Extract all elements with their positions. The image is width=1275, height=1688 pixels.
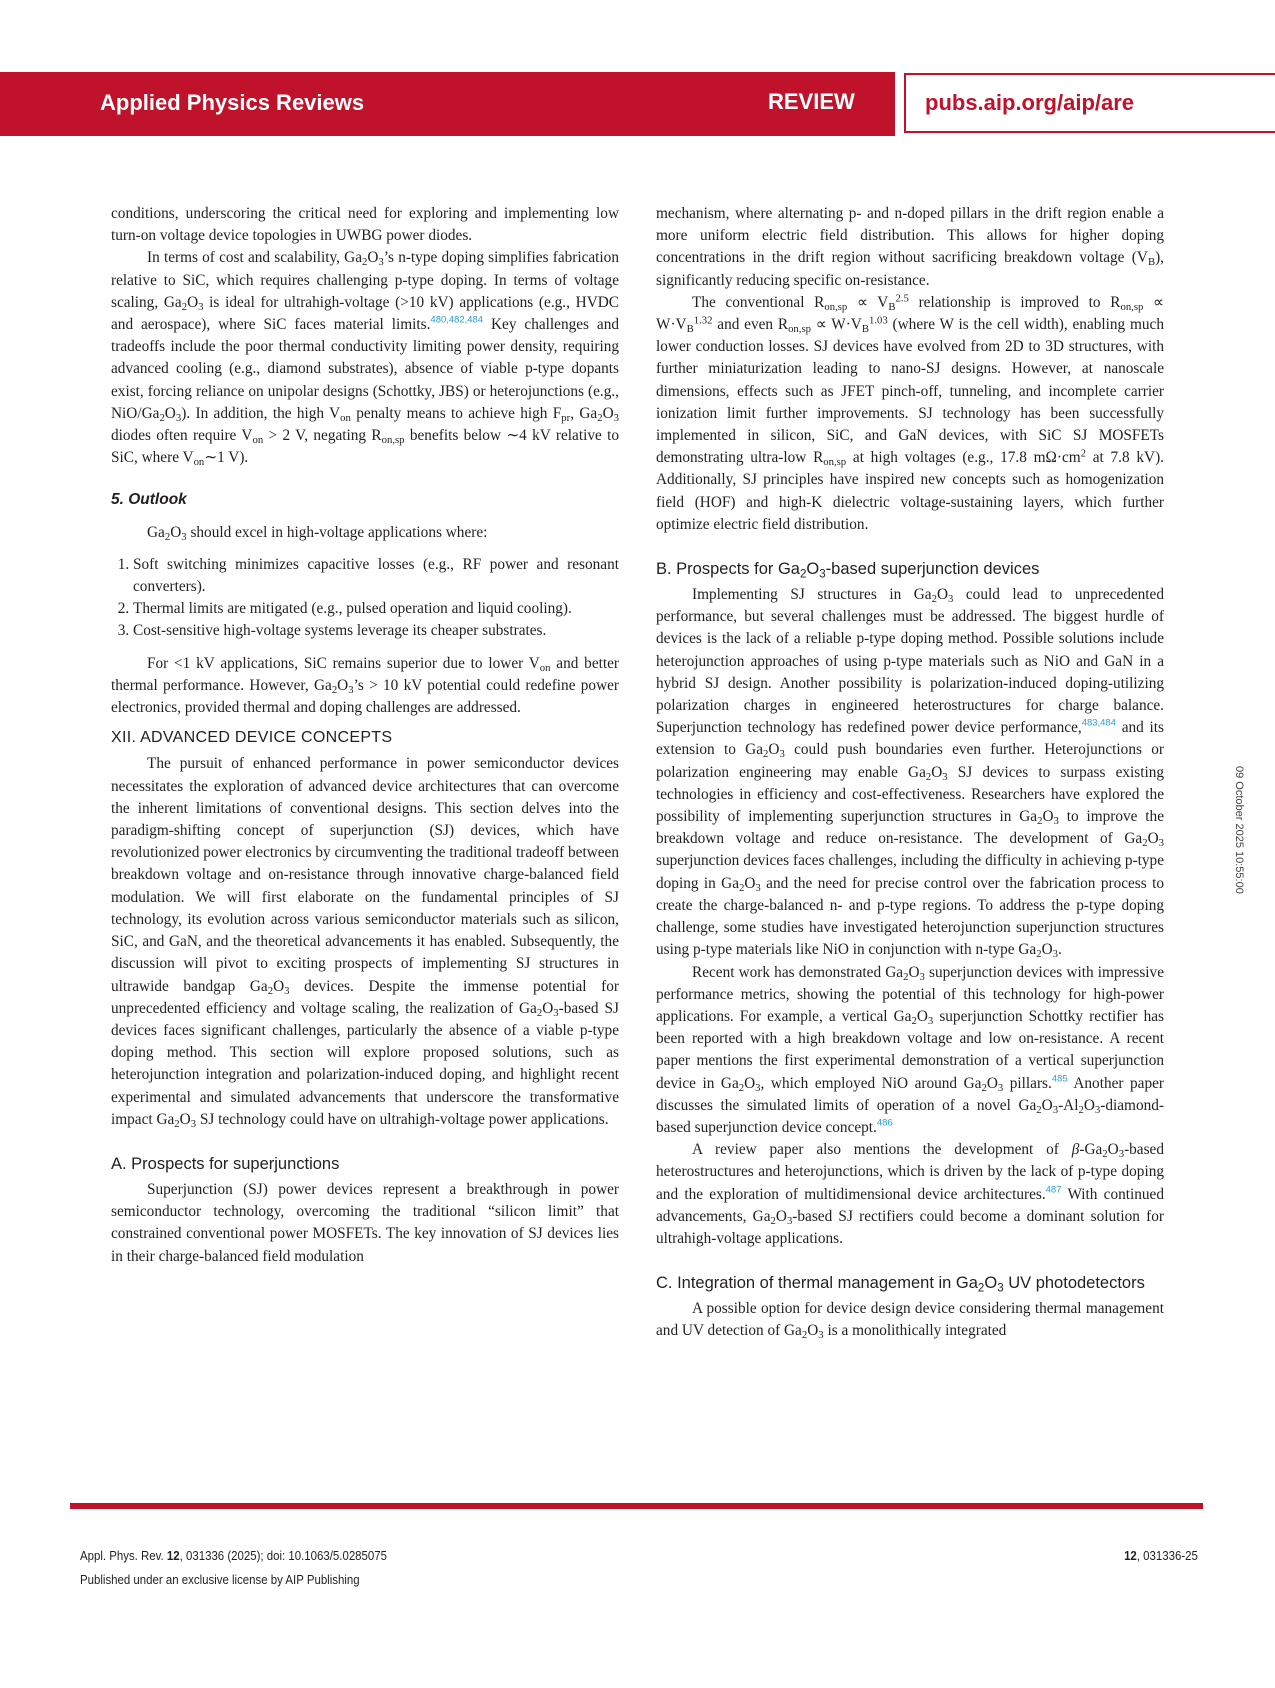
paragraph: Recent work has demonstrated $Ga_2O_3$ superjunction devices with impressive performance metrics, showing the potential of this technology for high-power applications. For example, a vertical $Ga_2O_3$ superjunction Schottky rectifier has been reported with a high breakdown voltage and low on-resistance. A recent paper mentions the first experimental demonstration of a vertical superjunction device in $Ga_2O_3$, which employed NiO around $Ga_2O_3$ pillars.$^{485}$ Another paper discusses the simulated limits of operation of a novel $Ga_2O_3-Al_2O_3-diamond$-based superjunction device concept.$^{486}$ bbox=[656, 963, 1164, 1136]
citation-link[interactable]: 487 bbox=[1045, 1183, 1062, 1195]
citation-link[interactable]: 483,484 bbox=[1081, 717, 1116, 729]
paragraph: The conventional $R_{on,sp} \propto V_B^{2.5}$ relationship is improved to $R_{on,sp} \propto W\cdot V_B^{1.32}$ and even $R_{on,sp} \propto W\cdot V_B^{1.03}$ (where W is the cell width), enabling much lower conduction losses. SJ devices have evolved from 2D to 3D structures, with further miniaturization leading to nano-SJ designs. However, at nanoscale dimensions, effects such as JFET pinch-off, tunneling, and incomplete carrier ionization limit further improvements. SJ technology has been successfully implemented in silicon, SiC, and GaN devices, with SiC SJ MOSFETs demonstrating ultra-low $R_{on,sp}$ at high voltages (e.g., 17.8 $m\Omega\cdot cm^2$ at 7.8 kV). Additionally, SJ principles have inspired new concepts such as homogenization field (HOF) and high-K dielectric voltage-sustaining layers, which further optimize electric field distribution. bbox=[656, 292, 1164, 533]
journal-title: Applied Physics Reviews bbox=[100, 90, 365, 115]
footer-license: Published under an exclusive license by AIP Publishing bbox=[80, 1572, 360, 1587]
article-type-label: REVIEW bbox=[768, 89, 855, 114]
subsection-heading-a: A. Prospects for superjunctions bbox=[111, 1154, 340, 1173]
paragraph: conditions, underscoring the critical need for exploring and implementing low turn-on voltage device topologies in UWBG power diodes. bbox=[111, 205, 619, 245]
paragraph: mechanism, where alternating p- and n-doped pillars in the drift region enable a more uniform electric field distribution. This allows for higher doping concentrations in the drift region without sacrificing breakdown voltage $(V_B)$, significantly reducing specific on-resistance. bbox=[656, 205, 1164, 289]
journal-url-link[interactable]: pubs.aip.org/aip/are bbox=[925, 90, 1135, 115]
subsection-heading-outlook: 5. Outlook bbox=[111, 491, 187, 509]
outlook-list bbox=[111, 554, 619, 643]
list-item: 3. Cost-sensitive high-voltage systems leverage its cheaper substrates. bbox=[133, 620, 619, 642]
list-item: 2. Thermal limits are mitigated (e.g., pulsed operation and liquid cooling). bbox=[133, 598, 619, 620]
download-timestamp: 09 October 2025 10:55:00 bbox=[1233, 766, 1245, 894]
paragraph: $Ga_2O_3$ should excel in high-voltage applications where: bbox=[147, 523, 488, 543]
citation-link[interactable]: 486 bbox=[876, 1117, 893, 1129]
left-column bbox=[111, 203, 619, 1268]
paragraph: Superjunction (SJ) power devices represent a breakthrough in power semiconductor technology, overcoming the traditional “silicon limit” that constrained conventional power MOSFETs. The key innovation of SJ devices lies in their charge-balanced field modulation bbox=[111, 1180, 619, 1265]
right-column bbox=[656, 203, 1164, 1343]
paragraph: A review paper also mentions the development of $\beta-Ga_2O_3$-based heterostructures and heterojunctions, which is driven by the lack of p-type doping and the exploration of multidimensional device architectures.$^{487}$ With continued advancements, $Ga_2O_3$-based SJ rectifiers could become a dominant solution for ultrahigh-voltage applications. bbox=[656, 1141, 1164, 1247]
citation-link[interactable]: 480,482,484 bbox=[430, 314, 484, 326]
footer-citation: Appl. Phys. Rev. 12, 031336 (2025); doi: 10.1063/5.0285075 bbox=[80, 1548, 388, 1563]
paragraph: Implementing SJ structures in $Ga_2O_3$ could lead to unprecedented performance, but several challenges must be addressed. The biggest hurdle of devices is the lack of a reliable p-type doping method. Possible solutions include heterojunction approaches of using p-type materials such as NiO and GaN in a hybrid SJ design. Another possibility is polarization-induced doping-utilizing polarization charges in engineered heterostructures for charge balance. Superjunction technology has redefined power device performance,$^{483,484}$ and its extension to $Ga_2O_3$ could push boundaries even further. Heterojunctions or polarization engineering may enable $Ga_2O_3$ SJ devices to surpass existing technologies in efficiency and cost-effectiveness. Researchers have explored the possibility of implementing superjunction structures in $Ga_2O_3$ to improve the breakdown voltage and reduce on-resistance. The development of $Ga_2O_3$ superjunction devices faces challenges, including the difficulty in achieving p-type doping in $Ga_2O_3$ and the need for precise control over the fabrication process to create the charge-balanced n- and p-type regions. To address the p-type doping challenge, some studies have investigated heterojunction superjunction structures using p-type materials like NiO in conjunction with n-type $Ga_2O_3$. bbox=[656, 586, 1165, 961]
citation-link[interactable]: 485 bbox=[1051, 1072, 1068, 1084]
subsection-heading-c: C. Integration of thermal management in $Ga_2O_3$ UV photodetectors bbox=[656, 1274, 1145, 1295]
paragraph: In terms of cost and scalability, $Ga_2O_3’s$ n-type doping simplifies fabrication relative to SiC, which requires challenging p-type doping. In terms of voltage scaling, $Ga_2O_3$ is ideal for ultrahigh-voltage (>10 kV) applications (e.g., HVDC and aerospace), where SiC faces material limits.$^{480,482,484}$ Key challenges and tradeoffs include the poor thermal conductivity limiting power density, requiring advanced cooling (e.g., diamond substrates), absence of viable p-type dopants exist, forcing reliance on unipolar designs (Schottky, JBS) or heterojunctions (e.g., NiO/$Ga_2O_3$). In addition, the high $V_{on}$ penalty means to achieve high $F_{pr}$, $Ga_2O_3$ diodes often require $V_{on} > 2$ V, negating $R_{on,sp}$ benefits below ∼4 kV relative to SiC, where $V_{on}\sim 1$ V). bbox=[111, 249, 619, 469]
paragraph: For <1 kV applications, SiC remains superior due to lower $V_{on}$ and better thermal performance. However, $Ga_2O_3’s > 10$ kV potential could redefine power electronics, provided thermal and doping challenges are addressed. bbox=[111, 654, 619, 717]
footer-divider bbox=[70, 1503, 1203, 1509]
subsection-heading-b: B. Prospects for $Ga_2O_3$-based superjunction devices bbox=[656, 560, 1040, 581]
paragraph: A possible option for device design device considering thermal management and UV detection of $Ga_2O_3$ is a monolithically integrated bbox=[656, 1300, 1164, 1342]
paragraph: The pursuit of enhanced performance in power semiconductor devices necessitates the exploration of advanced device architectures that can overcome the inherent limitations of conventional designs. This section delves into the paradigm-shifting concept of superjunction (SJ) devices, which have revolutionized power electronics by circumventing the traditional tradeoff between breakdown voltage and on-resistance through innovative charge-balanced field modulation. We will first elaborate on the fundamental principles of SJ technology, its evolution across various semiconductor materials such as silicon, SiC, and GaN, and the theoretical advancements it has enabled. Subsequently, the discussion will pivot to exciting prospects of implementing SJ structures in ultrawide bandgap $Ga_2O_3$ devices. Despite the immense potential for unprecedented efficiency and voltage scaling, the realization of $Ga_2O_3$-based SJ devices faces significant challenges, particularly the absence of a viable p-type doping method. This section will explore proposed solutions, such as heterojunction integration and polarization-induced doping, and highlight recent experimental and simulated advancements that underscore the transformative impact $Ga_2O_3$ SJ technology could have on ultrahigh-voltage power applications. bbox=[111, 755, 619, 1130]
page-number: 12, 031336-25 bbox=[1124, 1548, 1198, 1563]
list-item: 1. Soft switching minimizes capacitive losses (e.g., RF power and resonant converters). bbox=[133, 554, 619, 598]
section-heading: XII. ADVANCED DEVICE CONCEPTS bbox=[111, 729, 393, 747]
